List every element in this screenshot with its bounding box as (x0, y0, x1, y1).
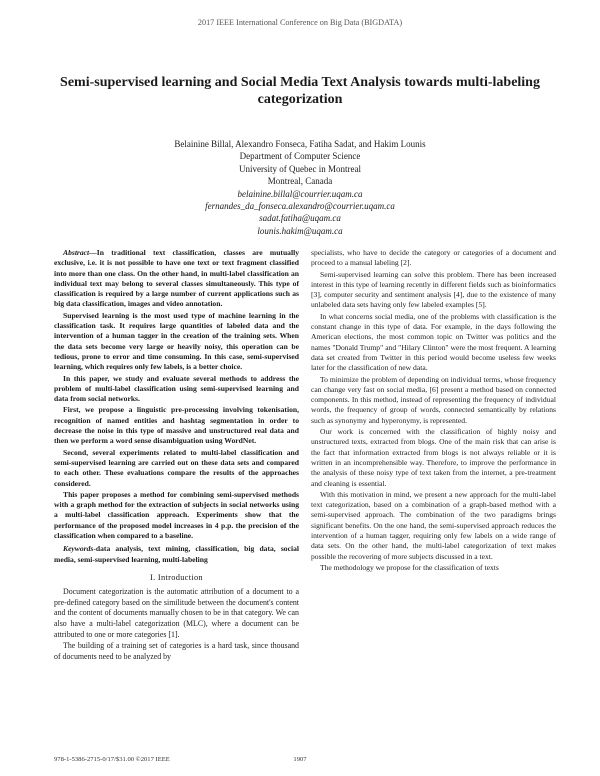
body-paragraph: specialists, who have to decide the category or categories of a document and proceed to a manual labeling [2]. (311, 248, 556, 268)
author-email: belainine.billal@courrier.uqam.ca (237, 188, 363, 199)
keywords-text: -data analysis, text mining, classification, big data, social media, semi-supervised learning, multi-labeling (54, 544, 299, 564)
author-names: Belainine Billal, Alexandro Fonseca, Fatiha Sadat, and Hakim Lounis (174, 139, 426, 149)
author-department: Department of Computer Science (239, 151, 361, 162)
footer-isbn: 978-1-5386-2715-0/17/$31.00 ©2017 IEEE (54, 756, 170, 763)
abstract-paragraph: First, we propose a linguistic pre-processing involving tokenisation, recognition of named entities and hashtag segmentation in order to decrease the noise in this type of massive and unstructured real data and then we perform a word sense disambiguation using WordNet. (54, 405, 299, 446)
author-email: lounis.hakim@uqam.ca (257, 225, 343, 236)
author-university: University of Quebec in Montreal (239, 163, 361, 174)
keywords (54, 544, 299, 565)
body-paragraph: With this motivation in mind, we present a new approach for the multi-label text categorization, based on a combination of a graph-based method with a semi-supervised approach. The combination of the two paradigms brings significant benefits. On the one hand, the semi-supervised approach reduces the intervention of a human tagger, requiring only few labels on a wide range of data sets. On the other hand, the multi-label categorization of text makes possible the recovering of more subjects discussed in a text. (311, 489, 556, 561)
body-paragraph: Semi-supervised learning can solve this problem. There has been increased interest in this type of learning recently in different fields such as bioinformatics [3], computer security and sentiment analysis [4], due to the existence of many unlabeled data sets having only few labeled examples [5]. (311, 269, 556, 310)
section-heading-introduction: I. Introduction (150, 572, 203, 582)
body-paragraph: To minimize the problem of depending on individual terms, whose frequency can change very fast on social media, [6] present a method based on connected components. In this method, instead of representing the frequency of individual words, the frequency of group of words, connected semantically by relations such as synonymy and hyperonymy, is represented. (311, 374, 556, 425)
abstract-paragraph: This paper proposes a method for combining semi-supervised methods with a graph method for the extraction of subjects in social networks using a multi-label classification approach. Experiments show that the performance of the proposed model increases in 4 p.p. the precision of the classification when compared to a baseline. (54, 489, 299, 541)
right-column (311, 248, 556, 574)
abstract-paragraph (54, 248, 299, 310)
body-paragraph: Document categorization is the automatic attribution of a document to a pre-defined category based on the similitude between the document's content and the content of documents manually chosen to be in that category. We can also have a multi-label categorization (MLC), where a document can be attributed to one or more categories [1]. (54, 587, 299, 639)
abstract-text: —In traditional text classification, classes are mutually exclusive, i.e. it is not possible to have one text or text fragment classified into more than one class. On the other hand, in multi-label classification an individual text may belong to several classes simultaneously. This type of classification is required by a large number of current applications such as big data classification, images and video annotation. (54, 248, 299, 309)
conference-header: 2017 IEEE International Conference on Big Data (BIGDATA) (197, 18, 403, 27)
abstract-paragraph: Second, several experiments related to multi-label classification and semi-supervised learning are carried out on these data sets and compared to each other. These evaluations compare the results of the approaches considered. (54, 447, 299, 488)
left-column (54, 248, 299, 663)
abstract-lead: Abstract (63, 248, 90, 257)
page-number: 1907 (293, 756, 307, 763)
body-paragraph: Our work is concerned with the classification of highly noisy and unstructured texts, extracted from blogs. One of the main risk that can arise is the fact that information extracted from blogs is not always reliable or it is written in an incomprehensible way. Therefore, to improve the performance in the analysis of these noisy type of text taken from the internet, a pre-treatment and cleaning is essential. (311, 427, 556, 488)
author-email: fernandes_da_fonseca.alexandro@courrier.uqam.ca (205, 201, 395, 212)
body-paragraph: In what concerns social media, one of the problems with classification is the constant change in this type of data. For example, in the days following the American elections, the most common topic on Twitter was politics and the names "Donald Trump" and "Hilary Clinton" were the most frequent. A learning data set created from Twitter in this period would become useless few weeks later for the classification of new data. (311, 311, 556, 373)
author-email: sadat.fatiha@uqam.ca (259, 213, 341, 224)
abstract-paragraph: Supervised learning is the most used type of machine learning in the classification task. It requires large quantities of labeled data and the intervention of a human tagger in the creation of the training sets. When the data sets become very large or heavily noisy, this operation can be tedious, prone to error and time consuming. In this case, semi-supervised learning, which requires only few labels, is a better choice. (54, 310, 299, 372)
abstract-paragraph: In this paper, we study and evaluate several methods to address the problem of multi-label classification using semi-supervised learning and data from social networks. (54, 373, 299, 404)
abstract (54, 248, 299, 541)
paper-title: Semi-supervised learning and Social Media Text Analysis towards multi-labeling categorization (60, 75, 540, 107)
body-paragraph: The methodology we propose for the classification of texts (320, 562, 499, 572)
author-city: Montreal, Canada (267, 176, 333, 187)
intro-left-body (54, 587, 299, 662)
body-paragraph: The building of a training set of categories is a hard task, since thousand of documents need to be analyzed by (54, 641, 299, 661)
keywords-lead: Keywords (63, 544, 94, 554)
author-block (100, 138, 500, 237)
